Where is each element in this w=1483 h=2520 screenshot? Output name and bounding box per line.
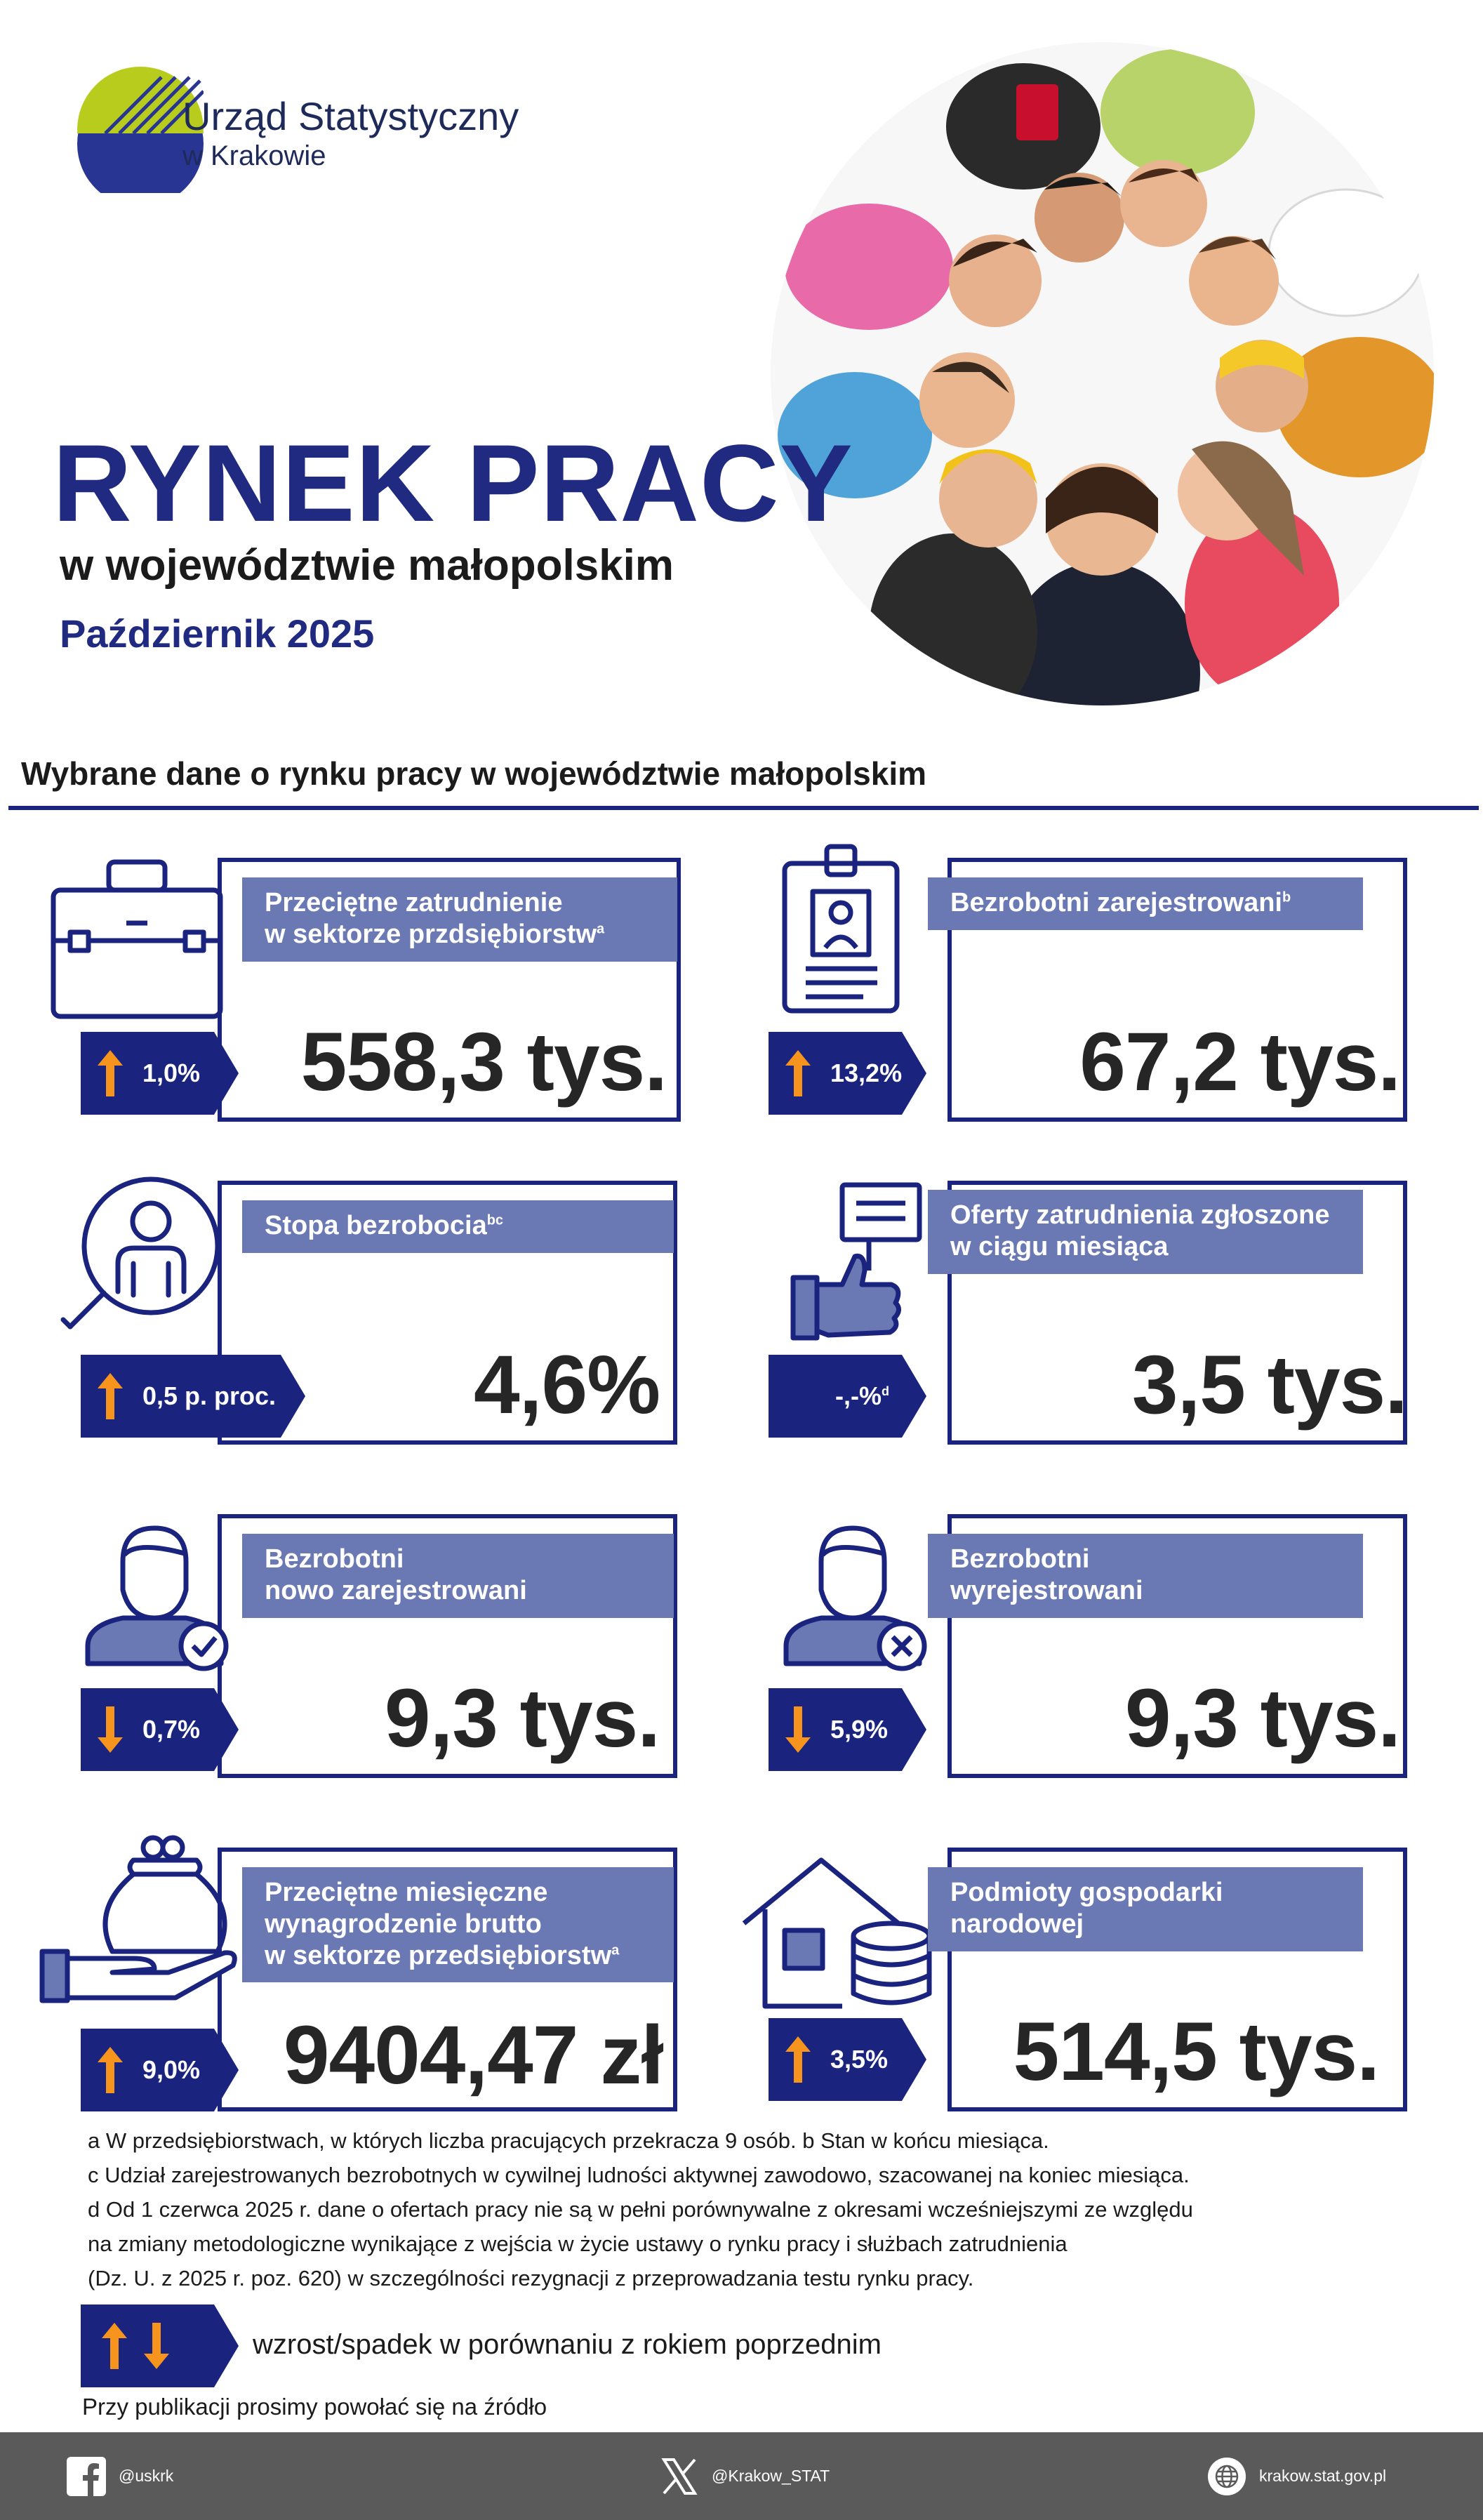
stat-value: 3,5 tys.	[1131, 1339, 1407, 1431]
arrow-down-icon	[784, 1704, 812, 1756]
arrow-up-icon	[96, 1047, 124, 1099]
stat-card-entities	[730, 1832, 1446, 2127]
card-label: Przeciętne zatrudnienie w sektorze przdsiębiorstw$^a$	[242, 877, 677, 962]
change-badge	[769, 2018, 926, 2101]
arrow-up-icon	[784, 1047, 812, 1099]
footnotes	[88, 2123, 1421, 2295]
card-label: Przeciętne miesięczne wynagrodzenie brutto w sektorze przedsiębiorstw$^a$	[242, 1867, 674, 1982]
facebook-link[interactable]	[67, 2432, 173, 2520]
change-value: -,-%$^d$	[835, 1381, 889, 1410]
change-value: 1,0%	[142, 1059, 201, 1087]
house-coins-icon	[737, 1853, 947, 2015]
source-note: Przy publikacji prosimy powołać się na źródło	[82, 2394, 547, 2420]
footnote-line: na zmiany metodologiczne wynikające z wejścia w życie ustawy o rynku pracy i służbach zatrudnienia	[88, 2231, 1068, 2256]
stat-value: 9,3 tys.	[1124, 1672, 1400, 1765]
stat-card-registered-unemployed	[744, 842, 1446, 1137]
page-title: RYNEK PRACY	[53, 423, 853, 545]
briefcase-icon	[49, 856, 225, 1025]
change-badge	[769, 1355, 926, 1438]
website-link[interactable]	[1207, 2432, 1386, 2520]
change-value: 5,9%	[830, 1715, 889, 1744]
change-badge	[769, 1032, 926, 1115]
change-badge	[769, 1688, 926, 1771]
card-label: Podmioty gospodarki narodowej	[928, 1867, 1363, 1951]
stat-value: 67,2 tys.	[1079, 1016, 1400, 1108]
footnote-line: c Udział zarejestrowanych bezrobotnych w cywilnej ludności aktywnej zawodowo, szacowanej na koniec miesiąca.	[88, 2163, 1190, 2187]
stat-card-newly-registered	[0, 1499, 702, 1793]
facebook-icon	[67, 2457, 106, 2496]
globe-icon	[1207, 2457, 1246, 2496]
footnote-line: a W przedsiębiorstwach, w których liczba pracujących przekracza 9 osób. b Stan w końcu miesiąca.	[88, 2128, 1049, 2153]
change-badge	[81, 1355, 305, 1438]
stat-value: 9,3 tys.	[384, 1672, 660, 1765]
person-check-icon	[81, 1520, 235, 1674]
footer-bar	[0, 2432, 1483, 2520]
change-badge	[81, 1032, 239, 1115]
card-label: Bezrobotni zarejestrowani$^b$	[928, 877, 1363, 930]
x-icon	[660, 2457, 699, 2496]
workers-illustration	[771, 42, 1434, 705]
website-url: krakow.stat.gov.pl	[1259, 2467, 1387, 2485]
section-title: Wybrane dane o rynku pracy w województwie małopolskim	[21, 755, 927, 792]
card-label: Stopa bezrobocia$^{bc}$	[242, 1200, 674, 1253]
person-x-icon	[779, 1520, 933, 1674]
workers-photo	[771, 42, 1434, 705]
arrow-up-icon	[784, 2034, 812, 2085]
arrow-up-icon	[96, 1370, 124, 1422]
stat-value: 4,6%	[474, 1339, 660, 1431]
card-label: Oferty zatrudnienia zgłoszone w ciągu miesiąca	[928, 1190, 1363, 1274]
change-value: 0,5 p. proc.	[142, 1381, 277, 1410]
change-badge	[81, 1688, 239, 1771]
magnifier-person-icon	[56, 1172, 232, 1348]
card-label: Bezrobotni nowo zarejestrowani	[242, 1534, 674, 1618]
arrow-down-icon	[96, 1704, 124, 1756]
logo-subtitle: w Krakowie	[182, 140, 326, 171]
section-divider	[8, 806, 1479, 810]
legend-text: wzrost/spadek w porównaniu z rokiem poprzednim	[253, 2329, 882, 2360]
stat-card-salary	[0, 1832, 702, 2127]
stat-card-deregistered	[744, 1499, 1446, 1793]
stat-card-employment	[0, 842, 702, 1137]
period-label: Październik 2025	[60, 611, 375, 656]
footnote-line: d Od 1 czerwca 2025 r. dane o ofertach pracy nie są w pełni porównywalne z okresami wcześniejszymi ze względu	[88, 2197, 1193, 2222]
x-link[interactable]	[660, 2432, 830, 2520]
hand-money-bag-icon	[35, 1832, 239, 2008]
x-handle: @Krakow_STAT	[712, 2467, 830, 2485]
id-badge-icon	[779, 842, 940, 1018]
change-value: 13,2%	[830, 1059, 903, 1087]
stat-value: 514,5 tys.	[1013, 2005, 1379, 2098]
arrow-up-icon	[100, 2320, 128, 2372]
thumbs-up-sign-icon	[786, 1179, 926, 1341]
legend-badge	[81, 2305, 239, 2387]
facebook-handle: @uskrk	[119, 2467, 174, 2485]
arrow-down-icon	[142, 2320, 171, 2372]
card-label: Bezrobotni wyrejestrowani	[928, 1534, 1363, 1618]
stat-value: 558,3 tys.	[300, 1016, 667, 1108]
footnote-line: (Dz. U. z 2025 r. poz. 620) w szczególności rezygnacji z przeprowadzania testu rynku pracy.	[88, 2266, 974, 2290]
change-badge	[81, 2029, 239, 2111]
logo-title: Urząd Statystyczny	[182, 94, 519, 138]
logo	[77, 67, 519, 200]
stat-card-unemployment-rate	[0, 1165, 702, 1460]
change-value: 9,0%	[142, 2055, 201, 2084]
change-value: 0,7%	[142, 1715, 201, 1744]
arrow-up-icon	[96, 2044, 124, 2096]
page-subtitle: w województwie małopolskim	[60, 541, 674, 590]
stat-card-job-offers	[744, 1165, 1446, 1460]
stat-value: 9404,47 zł	[283, 2009, 663, 2102]
change-value: 3,5%	[830, 2045, 889, 2074]
